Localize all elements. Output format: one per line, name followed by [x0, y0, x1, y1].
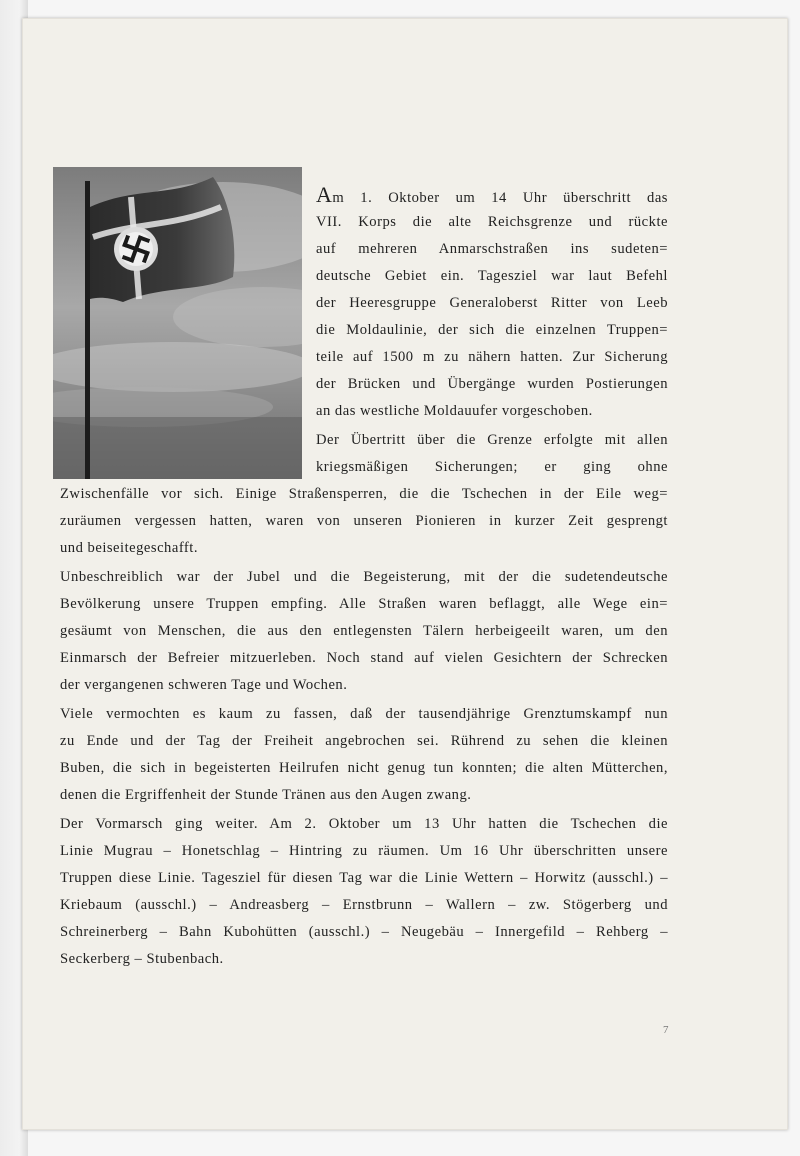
text-line: zuräumen vergessen hatten, waren von unseren Pionieren in kurzer Zeit gesprengt	[60, 513, 668, 529]
text-line: denen die Ergriffenheit der Stunde Tränen aus den Augen zwang.	[60, 787, 472, 803]
book-page	[22, 18, 788, 1130]
flag-photograph	[53, 167, 302, 479]
text-line: Truppen diese Linie. Tagesziel für diesen Tag war die Linie Wettern – Horwitz (ausschl.) –	[60, 870, 668, 886]
text-line: kriegsmäßigen Sicherungen; er ging ohne	[316, 459, 668, 475]
text-line: Schreinerberg – Bahn Kubohütten (ausschl.) – Neugebäu – Innergefild – Rehberg –	[60, 924, 668, 940]
text-line: Linie Mugrau – Honetschlag – Hintring zu räumen. Um 16 Uhr überschritten unsere	[60, 843, 668, 859]
text-line: Bevölkerung unsere Truppen empfing. Alle Straßen waren beflaggt, alle Wege ein=	[60, 596, 668, 612]
text-line: Einmarsch der Befreier mitzuerleben. Noch stand auf vielen Gesichtern der Schrecken	[60, 650, 668, 666]
text-line: VII. Korps die alte Reichsgrenze und rückte	[316, 214, 668, 230]
text-line: Zwischenfälle vor sich. Einige Straßensperren, die die Tschechen in der Eile weg=	[60, 486, 668, 502]
text-line: Viele vermochten es kaum zu fassen, daß der tausendjährige Grenztumskampf nun	[60, 706, 668, 722]
text-line: Kriebaum (ausschl.) – Andreasberg – Ernstbrunn – Wallern – zw. Stögerberg und	[60, 897, 668, 913]
text-line: der vergangenen schweren Tage und Wochen.	[60, 677, 348, 693]
text-line: zu Ende und der Tag der Freiheit angebrochen sei. Rührend zu sehen die kleinen	[60, 733, 668, 749]
text-line: Am 1. Oktober um 14 Uhr überschritt das	[316, 182, 668, 207]
text-line: teile auf 1500 m zu nähern hatten. Zur Sicherung	[316, 349, 668, 365]
text-line: die Moldaulinie, der sich die einzelnen Truppen=	[316, 322, 668, 338]
text-line: Der Übertritt über die Grenze erfolgte mit allen	[316, 432, 668, 448]
text-line: Unbeschreiblich war der Jubel und die Begeisterung, mit der die sudetendeutsche	[60, 569, 668, 585]
text-line: gesäumt von Menschen, die aus den entlegensten Tälern herbeigeeilt waren, um den	[60, 623, 668, 639]
text-line: Buben, die sich in begeisterten Heilrufen nicht genug tun konnten; die alten Mütterchen,	[60, 760, 668, 776]
text-line: auf mehreren Anmarschstraßen ins sudeten=	[316, 241, 668, 257]
drop-initial: A	[316, 182, 333, 207]
text-line: deutsche Gebiet ein. Tagesziel war laut Befehl	[316, 268, 668, 284]
text-line: an das westliche Moldauufer vorgeschoben.	[316, 403, 593, 419]
text-line: und beiseitegeschafft.	[60, 540, 198, 556]
text-line: der Heeresgruppe Generaloberst Ritter von Leeb	[316, 295, 668, 311]
text-line: Seckerberg – Stubenbach.	[60, 951, 224, 967]
text-line: Der Vormarsch ging weiter. Am 2. Oktober um 13 Uhr hatten die Tschechen die	[60, 816, 668, 832]
page-number: 7	[663, 1024, 669, 1036]
text-line: der Brücken und Übergänge wurden Postierungen	[316, 376, 668, 392]
